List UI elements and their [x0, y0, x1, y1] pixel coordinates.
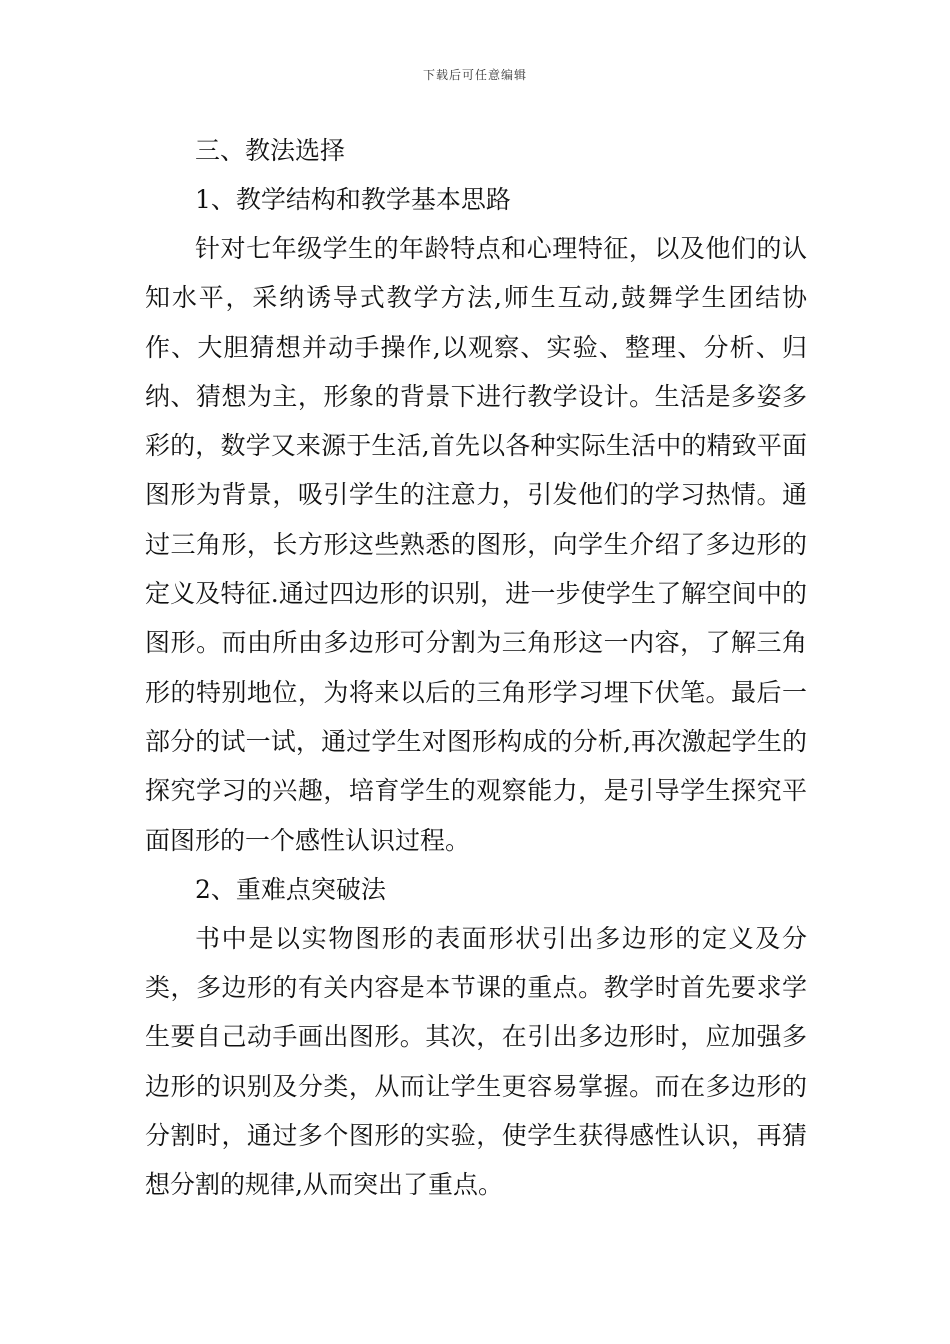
document-body [145, 126, 807, 1210]
subsection-heading-key-points: 2、重难点突破法 [195, 874, 386, 904]
section-heading-teaching-method: 三、教法选择 [195, 136, 346, 165]
paragraph-structure: 针对七年级学生的年龄特点和心理特征，以及他们的认知水平，采纳诱导式教学方法,师生互动,鼓舞学生团结协作、大胆猜想并动手操作,以观察、实验、整理、分析、归纳、猜想为主，形象的背景下进行教学设计。生活是多姿多彩的，数学又来源于生活,首先以各种实际生活中的精致平面图形为背景，吸引学生的注意力，引发他们的学习热情。通过三角形，长方形这些熟悉的图形，向学生介绍了多边形的定义及特征.通过四边形的识别，进一步使学生了解空间中的图形。而由所由多边形可分割为三角形这一内容，了解三角形的特别地位，为将来以后的三角形学习埋下伏笔。最后一部分的试一试，通过学生对图形构成的分析,再次激起学生的探究学习的兴趣，培育学生的观察能力，是引导学生探究平面图形的一个感性认识过程。 [145, 234, 807, 855]
paragraph-key-points: 书中是以实物图形的表面形状引出多边形的定义及分类，多边形的有关内容是本节课的重点。教学时首先要求学生要自己动手画出图形。其次，在引出多边形时，应加强多边形的识别及分类，从而让学生更容易掌握。而在多边形的分割时，通过多个图形的实验，使学生获得感性认识，再猜想分割的规律,从而突出了重点。 [145, 923, 807, 1200]
page-header: 下载后可任意编辑 [422, 68, 527, 82]
subsection-heading-structure: 1、教学结构和教学基本思路 [195, 185, 511, 214]
